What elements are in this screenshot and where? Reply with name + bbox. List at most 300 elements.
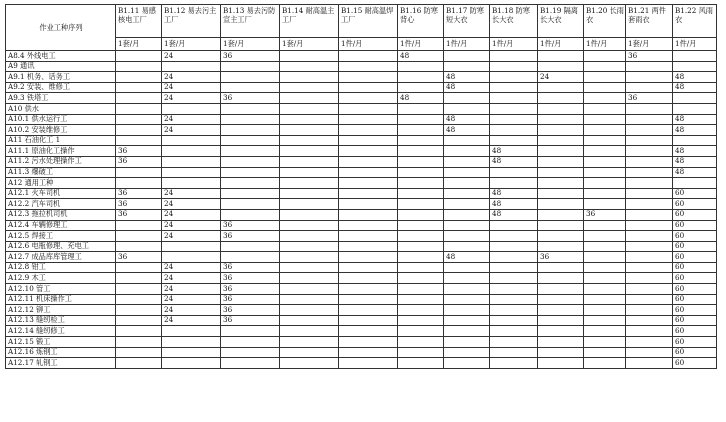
table-cell (339, 273, 398, 284)
table-cell (280, 135, 339, 146)
table-cell (280, 114, 339, 125)
table-cell (339, 294, 398, 305)
table-cell (398, 337, 444, 348)
table-cell (339, 315, 398, 326)
table-cell (584, 241, 626, 252)
table-row (6, 72, 717, 83)
table-cell (673, 178, 717, 189)
table-cell: 24 (162, 220, 221, 231)
table-cell: 24 (162, 262, 221, 273)
table-cell (116, 294, 162, 305)
table-cell (280, 188, 339, 199)
table-cell (490, 220, 538, 231)
table-cell (626, 252, 673, 263)
table-cell: 36 (221, 315, 280, 326)
table-cell (280, 103, 339, 114)
table-cell: 24 (162, 114, 221, 125)
table-row (6, 262, 717, 273)
table-cell (538, 125, 584, 136)
table-cell (673, 51, 717, 62)
table-cell (538, 199, 584, 210)
table-cell (221, 167, 280, 178)
table-cell (116, 358, 162, 369)
page (5, 4, 717, 369)
table-cell (584, 231, 626, 242)
table-cell: 60 (673, 284, 717, 295)
corner-header-cell: 作业工种序列 (6, 5, 116, 51)
table-cell: 36 (221, 262, 280, 273)
table-cell (221, 61, 280, 72)
row-label: A12.1 火车司机 (6, 188, 116, 199)
table-cell (490, 231, 538, 242)
row-label: A10 供水 (6, 103, 116, 114)
table-cell (398, 135, 444, 146)
table-row (6, 305, 717, 316)
table-cell (538, 305, 584, 316)
table-cell (626, 220, 673, 231)
table-cell (444, 315, 490, 326)
table-cell (116, 82, 162, 93)
table-cell: 60 (673, 273, 717, 284)
table-cell (339, 146, 398, 157)
table-cell (444, 188, 490, 199)
table-cell (280, 262, 339, 273)
table-cell (584, 135, 626, 146)
column-unit: 1件/月 (538, 38, 584, 51)
table-cell (280, 294, 339, 305)
table-cell (626, 326, 673, 337)
row-label: A12.16 炼钢工 (6, 347, 116, 358)
table-cell (490, 284, 538, 295)
table-cell (116, 305, 162, 316)
table-cell (162, 358, 221, 369)
table-cell (116, 337, 162, 348)
table-cell: 24 (162, 273, 221, 284)
table-cell (116, 273, 162, 284)
table-cell (221, 209, 280, 220)
table-cell: 48 (673, 156, 717, 167)
table-cell: 24 (162, 72, 221, 83)
table-cell (398, 61, 444, 72)
table-cell: 24 (162, 199, 221, 210)
table-row (6, 51, 717, 62)
table-cell (398, 72, 444, 83)
table-cell (626, 337, 673, 348)
column-header: B1.11 易感核电工厂 (116, 5, 162, 38)
table-cell (339, 82, 398, 93)
table-cell (584, 294, 626, 305)
table-cell: 36 (116, 199, 162, 210)
table-cell (538, 358, 584, 369)
column-unit: 1件/月 (339, 38, 398, 51)
table-cell (538, 188, 584, 199)
table-cell (444, 220, 490, 231)
table-cell (221, 114, 280, 125)
column-unit: 1件/月 (490, 38, 538, 51)
row-label: A10.2 安装维修工 (6, 125, 116, 136)
table-cell: 60 (673, 294, 717, 305)
row-label: A12.6 电瓶修理、充电工 (6, 241, 116, 252)
table-cell (280, 358, 339, 369)
table-row (6, 114, 717, 125)
table-cell (538, 114, 584, 125)
table-cell (221, 125, 280, 136)
table-row (6, 220, 717, 231)
table-cell (444, 262, 490, 273)
table-cell (398, 241, 444, 252)
table-cell (221, 82, 280, 93)
table-cell (626, 294, 673, 305)
table-cell (538, 51, 584, 62)
table-cell (584, 156, 626, 167)
table-cell: 24 (162, 188, 221, 199)
table-cell: 36 (221, 231, 280, 242)
table-cell (280, 315, 339, 326)
table-cell: 36 (221, 305, 280, 316)
table-cell (626, 315, 673, 326)
table-cell (538, 178, 584, 189)
table-cell (398, 273, 444, 284)
column-unit: 1套/月 (116, 38, 162, 51)
table-row (6, 347, 717, 358)
table-cell (490, 337, 538, 348)
table-cell (490, 326, 538, 337)
table-cell (490, 82, 538, 93)
table-cell: 24 (162, 294, 221, 305)
table-cell (162, 337, 221, 348)
table-row (6, 337, 717, 348)
table-cell (538, 135, 584, 146)
table-cell (490, 315, 538, 326)
table-cell (162, 326, 221, 337)
table-cell (221, 358, 280, 369)
table-cell (626, 82, 673, 93)
table-row (6, 135, 717, 146)
table-cell (444, 358, 490, 369)
table-cell (584, 315, 626, 326)
table-cell (626, 358, 673, 369)
table-cell (444, 156, 490, 167)
row-label: A12.9 木工 (6, 273, 116, 284)
table-cell (162, 167, 221, 178)
table-cell (162, 146, 221, 157)
table-cell: 48 (490, 146, 538, 157)
row-label: A12.8 钳工 (6, 262, 116, 273)
table-cell (584, 252, 626, 263)
table-cell (584, 167, 626, 178)
table-cell: 24 (162, 231, 221, 242)
column-header: B1.13 易去污防宣主工厂 (221, 5, 280, 38)
table-cell (398, 178, 444, 189)
table-cell (626, 72, 673, 83)
table-cell (221, 241, 280, 252)
table-cell: 48 (398, 51, 444, 62)
table-cell (490, 252, 538, 263)
table-cell: 60 (673, 347, 717, 358)
column-header: B1.16 防寒背心 (398, 5, 444, 38)
table-cell: 24 (538, 72, 584, 83)
table-cell (444, 347, 490, 358)
table-cell (398, 114, 444, 125)
row-label: A12.10 管工 (6, 284, 116, 295)
table-row (6, 125, 717, 136)
row-label: A11.1 原油化工操作 (6, 146, 116, 157)
table-cell (398, 262, 444, 273)
table-cell (538, 61, 584, 72)
header-row-names (6, 5, 717, 38)
table-cell (490, 93, 538, 104)
table-cell: 24 (162, 284, 221, 295)
table-cell (339, 358, 398, 369)
table-cell (626, 114, 673, 125)
table-cell (444, 337, 490, 348)
column-header: B1.21 两件套雨衣 (626, 5, 673, 38)
table-cell: 60 (673, 358, 717, 369)
table-cell: 36 (116, 146, 162, 157)
table-cell (398, 315, 444, 326)
table-cell (490, 241, 538, 252)
row-label: A12.17 轧钢工 (6, 358, 116, 369)
table-cell (280, 252, 339, 263)
table-cell (584, 114, 626, 125)
table-cell (280, 51, 339, 62)
table-cell (490, 358, 538, 369)
table-cell (280, 156, 339, 167)
table-cell (116, 241, 162, 252)
table-cell (339, 241, 398, 252)
row-label: A12.3 拖拉机司机 (6, 209, 116, 220)
column-header: B1.17 防寒短大衣 (444, 5, 490, 38)
table-cell (538, 294, 584, 305)
table-cell (398, 156, 444, 167)
table-cell: 48 (673, 82, 717, 93)
table-cell (444, 199, 490, 210)
table-cell (626, 61, 673, 72)
table-cell: 60 (673, 220, 717, 231)
table-cell (626, 305, 673, 316)
table-cell (221, 347, 280, 358)
table-cell: 48 (490, 199, 538, 210)
table-cell (490, 61, 538, 72)
table-cell (490, 262, 538, 273)
table-row (6, 358, 717, 369)
table-cell (584, 326, 626, 337)
table-cell (221, 326, 280, 337)
table-cell (444, 209, 490, 220)
table-cell (339, 188, 398, 199)
table-cell (538, 262, 584, 273)
table-cell (280, 72, 339, 83)
table-cell (339, 61, 398, 72)
table-cell (444, 284, 490, 295)
table-cell: 36 (221, 51, 280, 62)
table-cell (584, 178, 626, 189)
table-cell (584, 358, 626, 369)
table-cell (162, 178, 221, 189)
table-cell: 48 (673, 72, 717, 83)
table-cell (116, 231, 162, 242)
table-cell (584, 199, 626, 210)
row-label: A11.3 爆破工 (6, 167, 116, 178)
table-cell (538, 337, 584, 348)
table-row (6, 284, 717, 295)
table-cell (584, 273, 626, 284)
table-row (6, 61, 717, 72)
table-cell (398, 167, 444, 178)
table-cell (538, 103, 584, 114)
table-cell (398, 220, 444, 231)
table-cell (339, 72, 398, 83)
table-cell (339, 231, 398, 242)
table-row (6, 167, 717, 178)
table-cell: 60 (673, 199, 717, 210)
table-cell (584, 262, 626, 273)
table-cell (398, 146, 444, 157)
table-cell (339, 262, 398, 273)
table-cell (626, 146, 673, 157)
table-cell (398, 305, 444, 316)
table-cell (444, 326, 490, 337)
table-cell (280, 125, 339, 136)
table-cell (538, 284, 584, 295)
table-cell (280, 231, 339, 242)
table-row (6, 156, 717, 167)
table-cell (584, 72, 626, 83)
row-label: A12.2 汽车司机 (6, 199, 116, 210)
table-cell (626, 241, 673, 252)
table-cell: 36 (116, 156, 162, 167)
table-cell (673, 93, 717, 104)
column-header: B1.18 防寒长大衣 (490, 5, 538, 38)
table-cell (116, 125, 162, 136)
table-cell (221, 188, 280, 199)
table-cell (398, 284, 444, 295)
table-cell (490, 114, 538, 125)
table-cell: 24 (162, 82, 221, 93)
table-cell (280, 167, 339, 178)
row-label: A12.15 锻工 (6, 337, 116, 348)
table-cell (339, 125, 398, 136)
table-cell (116, 347, 162, 358)
table-cell (116, 326, 162, 337)
table-cell (398, 209, 444, 220)
table-cell: 36 (221, 220, 280, 231)
table-row (6, 326, 717, 337)
table-cell (280, 220, 339, 231)
table-cell (339, 51, 398, 62)
table-cell: 24 (162, 209, 221, 220)
table-cell (584, 51, 626, 62)
table-cell (162, 252, 221, 263)
table-cell (584, 93, 626, 104)
table-cell (538, 241, 584, 252)
table-cell (490, 347, 538, 358)
table-cell (221, 72, 280, 83)
table-cell (116, 167, 162, 178)
table-cell (538, 93, 584, 104)
table-cell (584, 337, 626, 348)
table-cell (626, 209, 673, 220)
table-cell (162, 156, 221, 167)
table-cell (398, 358, 444, 369)
table-cell (116, 51, 162, 62)
table-cell (538, 146, 584, 157)
table-cell (339, 326, 398, 337)
table-cell (626, 273, 673, 284)
table-cell (339, 209, 398, 220)
row-label: A11 石油化工 1 (6, 135, 116, 146)
table-cell (280, 347, 339, 358)
table-cell (444, 103, 490, 114)
table-cell (398, 103, 444, 114)
table-cell (339, 284, 398, 295)
table-cell (280, 82, 339, 93)
table-cell (444, 146, 490, 157)
table-body (6, 51, 717, 369)
table-cell: 36 (221, 273, 280, 284)
column-header: B1.15 耐高温焊工厂 (339, 5, 398, 38)
table-cell (490, 72, 538, 83)
table-cell: 24 (162, 125, 221, 136)
table-cell: 48 (444, 82, 490, 93)
table-cell (221, 199, 280, 210)
table-cell (280, 305, 339, 316)
table-cell: 48 (444, 125, 490, 136)
table-cell (626, 284, 673, 295)
row-label: A9.2 安装、维修工 (6, 82, 116, 93)
table-cell (538, 231, 584, 242)
table-cell: 36 (116, 252, 162, 263)
row-label: A12 通用工种 (6, 178, 116, 189)
table-cell (444, 273, 490, 284)
row-label: A9.3 铁塔工 (6, 93, 116, 104)
table-cell (339, 347, 398, 358)
table-cell (221, 156, 280, 167)
table-cell (280, 199, 339, 210)
row-label: A12.14 缝纫修工 (6, 326, 116, 337)
table-cell (538, 220, 584, 231)
table-cell (538, 273, 584, 284)
table-cell (116, 61, 162, 72)
table-cell (626, 199, 673, 210)
table-cell (490, 167, 538, 178)
table-cell: 48 (673, 114, 717, 125)
table-cell: 48 (673, 125, 717, 136)
table-cell: 48 (444, 114, 490, 125)
table-cell (162, 61, 221, 72)
table-cell (280, 326, 339, 337)
table-cell (584, 347, 626, 358)
table-cell (280, 337, 339, 348)
table-cell (398, 82, 444, 93)
table-cell (339, 135, 398, 146)
table-cell (444, 294, 490, 305)
table-cell: 60 (673, 262, 717, 273)
table-row (6, 146, 717, 157)
table-cell (398, 326, 444, 337)
table-cell (626, 178, 673, 189)
table-cell: 36 (626, 93, 673, 104)
table-cell (584, 188, 626, 199)
table-cell (673, 103, 717, 114)
table-cell (584, 284, 626, 295)
table-cell (584, 305, 626, 316)
table-cell (162, 347, 221, 358)
row-label: A12.11 机床操作工 (6, 294, 116, 305)
table-cell (221, 146, 280, 157)
table-cell (626, 188, 673, 199)
table-cell (162, 241, 221, 252)
